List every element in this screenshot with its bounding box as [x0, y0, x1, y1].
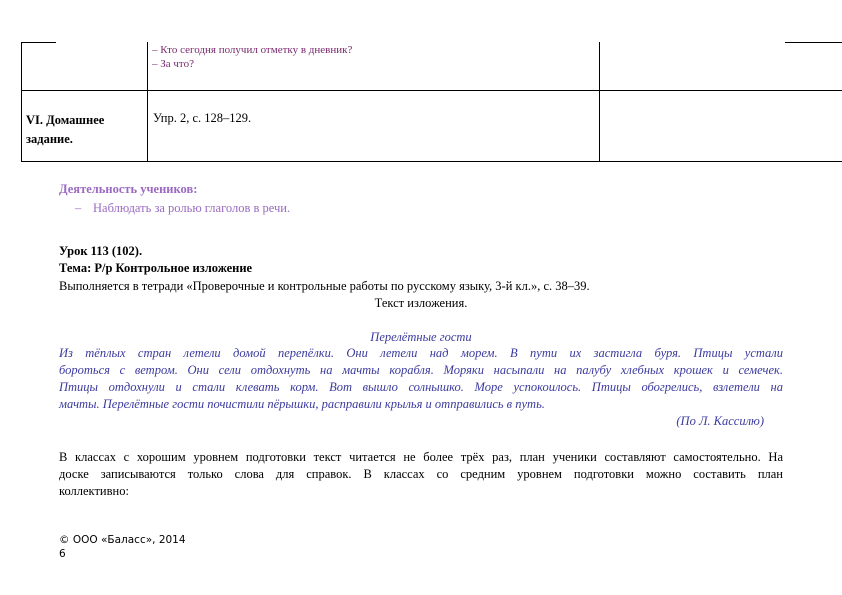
table-row-divider: [21, 90, 842, 91]
table-col-divider-2: [599, 42, 600, 162]
table-top-border-left: [21, 42, 56, 43]
lesson-number: Урок 113 (102).: [59, 244, 143, 258]
table-bottom-border: [21, 161, 842, 162]
dictation-author: (По Л. Кассилю): [676, 414, 764, 428]
dictation-line: мачты. Перелётные гости почистили пёрышки, расправили крылья и отправились в путь.: [59, 397, 545, 411]
copyright-text: © ООО «Баласс», 2014: [59, 534, 186, 546]
table-left-border: [21, 42, 22, 162]
activity-title: Деятельность учеников:: [59, 182, 198, 196]
homework-content: Упр. 2, с. 128–129.: [153, 111, 252, 125]
table-col-divider-1: [147, 42, 148, 162]
table-row1-content: [152, 43, 592, 71]
table-row2-heading: [26, 111, 144, 149]
question-line: – За что?: [152, 58, 194, 70]
activity-bullet: –: [75, 201, 82, 215]
text-heading: Текст изложения.: [374, 296, 468, 310]
dictation-line: Птицы отдохнули и стали клевать корм. Вот вышло солнышко. Море успокоилось. Птицы обогрелись, взлетели на: [59, 380, 783, 394]
homework-heading-line: VI. Домашнее: [26, 113, 105, 127]
instructions-line: В классах с хорошим уровнем подготовки текст читается не более трёх раз, план ученики составляют самостоятельно. На: [59, 450, 783, 464]
dictation-line: Из тёплых стран летели домой перепёлки. Они летели над морем. В пути их застигла буря. Птицы устали: [59, 346, 783, 360]
dictation-line: бороться с ветром. Они сели отдохнуть на мачты корабля. Моряки насыпали на палубу хлебных крошек и семечек.: [59, 363, 783, 377]
question-line: – Кто сегодня получил отметку в дневник?: [152, 44, 353, 56]
table-top-border-right: [785, 42, 842, 43]
lesson-topic: Тема: Р/р Контрольное изложение: [59, 261, 253, 275]
instructions-line: коллективно:: [59, 484, 129, 498]
dictation-title: Перелётные гости: [370, 330, 472, 344]
lesson-note: Выполняется в тетради «Проверочные и контрольные работы по русскому языку, 3-й кл.», с. 38–39.: [59, 279, 590, 293]
activity-item: Наблюдать за ролью глаголов в речи.: [93, 201, 291, 215]
homework-heading-line: задание.: [26, 132, 73, 146]
lesson-table: [21, 42, 842, 162]
page-number: 6: [59, 548, 66, 560]
instructions-line: доске записываются только слова для справок. В классах со средним уровнем подготовки можно составить план: [59, 467, 783, 481]
